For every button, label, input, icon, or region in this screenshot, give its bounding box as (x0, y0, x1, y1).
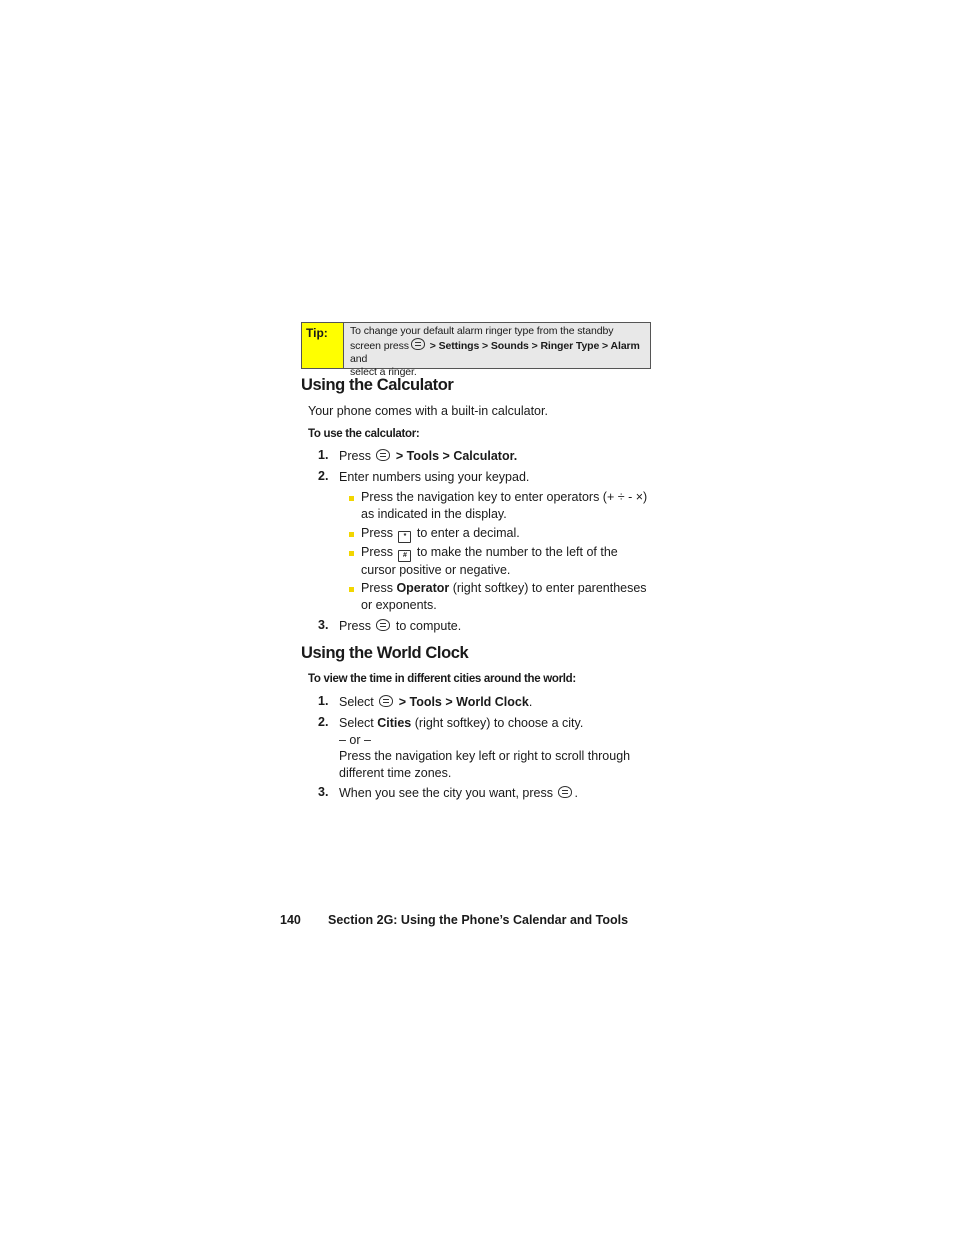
tip-label: Tip: (302, 323, 344, 368)
calculator-heading: Using the Calculator (301, 376, 454, 394)
tip-line-1: To change your default alarm ringer type from the standby (350, 325, 614, 337)
worldclock-step-2: Select Cities (right softkey) to choose a city. – or – Press the navigation key left or right to scroll through different time zones. (339, 716, 631, 780)
step-number: 3. (318, 785, 329, 799)
menu-ok-key-icon (379, 695, 393, 707)
step-number: 1. (318, 448, 329, 462)
calculator-bullet-1: Press the navigation key to enter operators (+ ÷ - ×) as indicated in the display. (361, 490, 648, 521)
tip-text (344, 323, 650, 378)
step-number: 3. (318, 618, 329, 632)
worldclock-step-1: Select > Tools > World Clock. (339, 695, 533, 709)
tip-line-2: screen press > Settings > Sounds > Ringer Type > Alarm and (350, 340, 640, 365)
menu-ok-key-icon (558, 786, 572, 798)
section-title: Section 2G: Using the Phone’s Calendar and Tools (328, 913, 629, 927)
tip-box (301, 322, 651, 378)
step-number: 2. (318, 715, 329, 729)
worldclock-heading: Using the World Clock (301, 644, 469, 662)
calculator-subhead: To use the calculator: (308, 428, 420, 440)
bullet-icon (349, 496, 355, 502)
page-number: 140 (280, 913, 301, 927)
pound-key-icon: # (398, 550, 411, 562)
calculator-step-2: Enter numbers using your keypad. (339, 470, 530, 484)
menu-ok-key-icon (376, 619, 390, 631)
bullet-icon (349, 532, 355, 538)
menu-ok-key-icon (411, 338, 425, 350)
worldclock-subhead: To view the time in different cities around the world: (308, 673, 576, 685)
bullet-icon (349, 551, 355, 557)
calculator-bullet-2: Press * to enter a decimal. (361, 525, 656, 543)
bullet-icon (349, 587, 355, 593)
worldclock-step-3: When you see the city you want, press . (339, 786, 578, 800)
calculator-bullet-3: Press # to make the number to the left of the cursor positive or negative. (361, 545, 618, 577)
star-key-icon: * (398, 531, 411, 543)
calculator-intro: Your phone comes with a built-in calculator. (308, 404, 548, 418)
calculator-bullet-4: Press Operator (right softkey) to enter parentheses or exponents. (361, 581, 647, 612)
step-number: 1. (318, 694, 329, 708)
calculator-step-1: Press > Tools > Calculator. (339, 449, 518, 463)
step-number: 2. (318, 469, 329, 483)
menu-ok-key-icon (376, 449, 390, 461)
calculator-step-3: Press to compute. (339, 619, 462, 633)
tip-line-3: select a ringer. (350, 366, 417, 378)
